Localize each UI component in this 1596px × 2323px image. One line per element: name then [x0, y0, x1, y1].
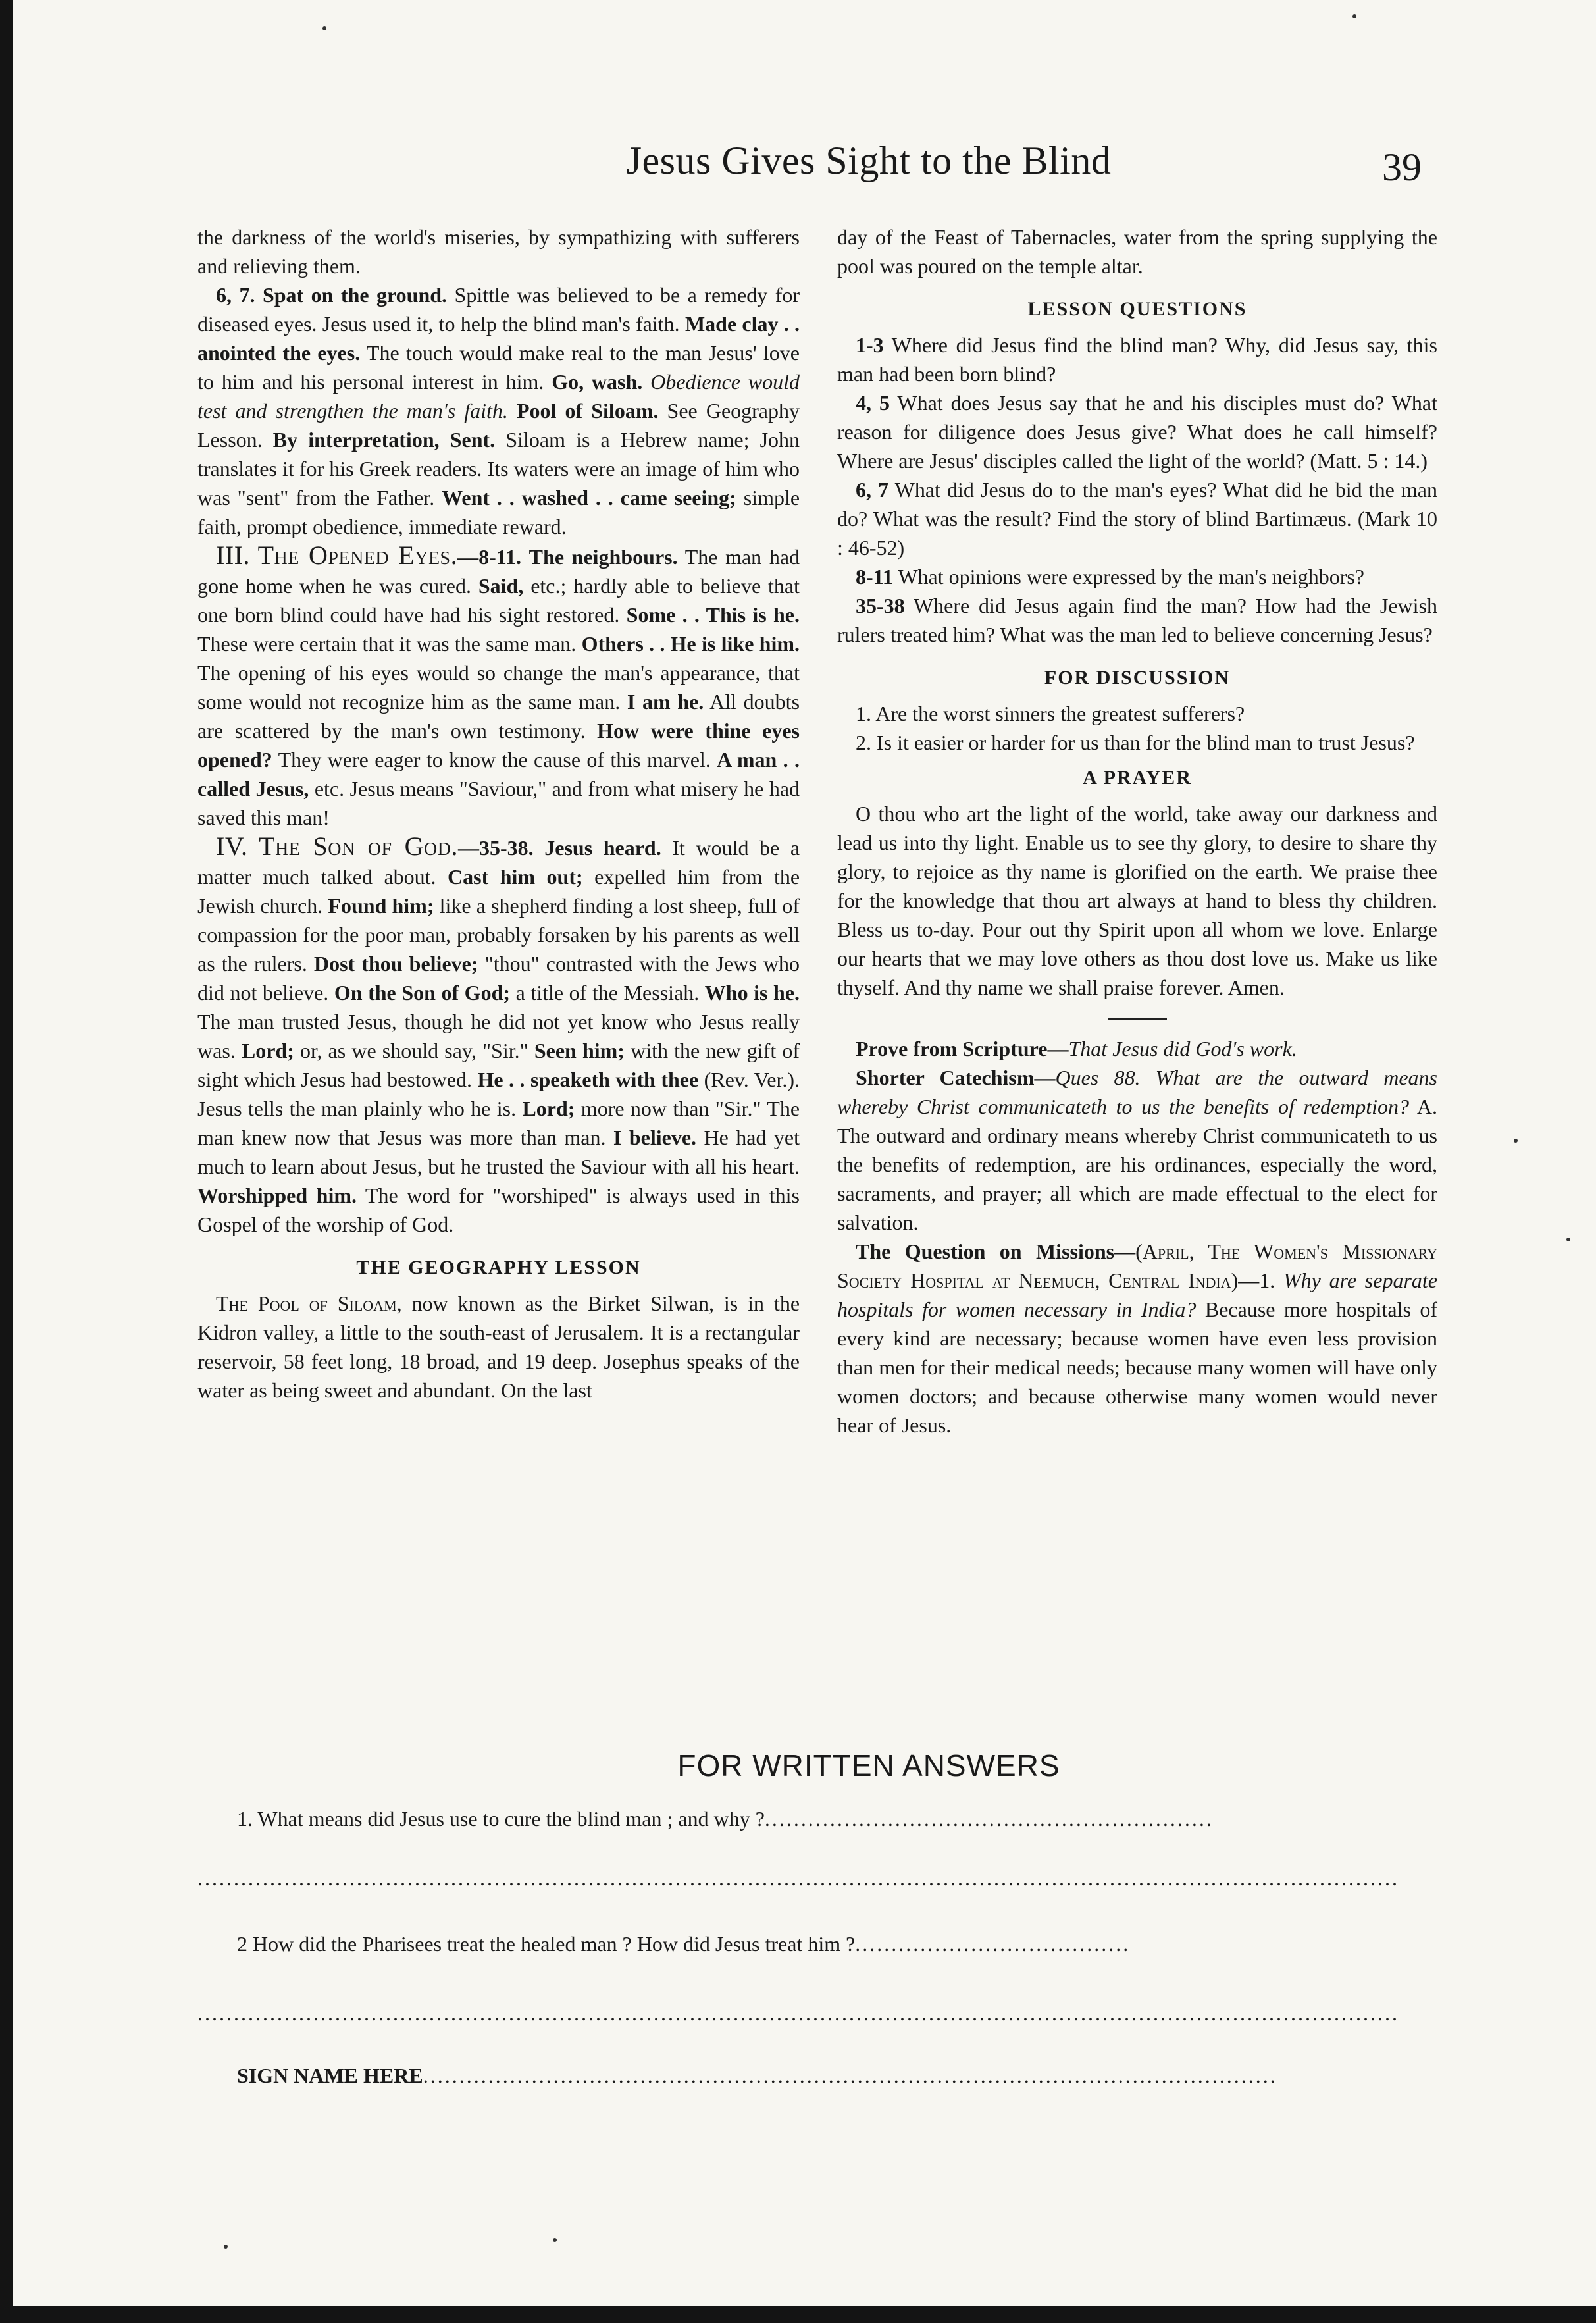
prayer-heading: A PRAYER	[1083, 767, 1192, 789]
sign-name-label: SIGN NAME HERE	[237, 2064, 423, 2087]
keyword: He . . speaketh with thee	[477, 1068, 699, 1091]
question-ref: 4, 5	[856, 391, 890, 415]
verse-ref: —35-38.	[457, 836, 534, 860]
commentary-text: The word for "worshiped" is always used in this Gospel of the worship of God.	[197, 1184, 800, 1236]
section-title: The Opened Eyes.	[257, 540, 458, 570]
missions-label: The Question on Missions—	[856, 1240, 1136, 1263]
keyword: By interpretation, Sent.	[272, 428, 496, 452]
verses-6-7-paragraph	[197, 280, 800, 541]
intro-paragraph	[197, 222, 800, 280]
keyword: Went . . washed . . came seeing;	[442, 486, 736, 509]
question-ref: 8-11	[856, 565, 893, 588]
missions-answer: Because more hospitals of every kind are necessary; because women have even less provision than men for their medical needs; because many women will have only women doctors; and because otherwise many women would never hear of Jesus.	[837, 1297, 1438, 1437]
written-answers-heading: FOR WRITTEN ANSWERS	[677, 1748, 1060, 1783]
keyword: Lord;	[241, 1039, 294, 1062]
discussion-heading: FOR DISCUSSION	[1044, 667, 1231, 689]
commentary-text: more now than "Sir." The man knew now that Jesus was more than man.	[197, 1097, 800, 1149]
keyword: Seen him;	[534, 1039, 625, 1062]
written-question-text: 2 How did the Pharisees treat the healed man ? How did Jesus treat him ?	[237, 1932, 856, 1956]
sign-name-line[interactable]	[237, 2064, 1435, 2088]
keyword: Found him;	[328, 894, 434, 918]
section-numeral: IV.	[216, 831, 248, 861]
answer-blank-line-2[interactable]: ......................................................................................................................................................................	[197, 2001, 1399, 2025]
commentary-text: Spittle was believed to be a remedy for diseased eyes. Jesus used it, to help the blind man's faith.	[197, 283, 800, 336]
commentary-text: a title of the Messiah.	[515, 981, 700, 1005]
keyword: A man . . called Jesus,	[197, 748, 800, 800]
commentary-text: The opening of his eyes would so change the man's appearance, that some would not recognize him as the same man.	[197, 661, 800, 714]
commentary-text: They were eager to know the cause of this marvel.	[278, 748, 711, 771]
commentary-text: The touch would make real to the man Jesus' love to him and his personal interest in him.	[197, 341, 800, 394]
section-numeral: III.	[216, 540, 250, 570]
keyword: I believe.	[613, 1126, 697, 1149]
question-ref: 35-38	[856, 594, 905, 617]
question-text: What does Jesus say that he and his disciples must do? What reason for diligence does Jesus give? What does he call himself? Where are Jesus' disciples called the light of the world? (Matt. 5 : 14.)	[837, 391, 1438, 473]
running-title: Jesus Gives Sight to the Blind	[626, 139, 1112, 182]
keyword: Dost thou believe;	[313, 952, 478, 976]
geography-lead: The Pool of Siloam,	[216, 1292, 402, 1315]
keyword: Pool of Siloam.	[516, 399, 659, 423]
question-ref: 6, 7	[856, 478, 889, 502]
keyword: Jesus heard.	[544, 836, 661, 860]
catechism-question: What are the outward means whereby Christ communicateth to us the benefits of redemption?	[837, 1066, 1438, 1118]
catechism-answer: A. The outward and ordinary means whereby Christ communicateth to us the benefits of redemption, are his ordinances, especially the word, sacraments, and prayer; all which are made effectual to the elect for salvation.	[837, 1095, 1437, 1234]
question-item	[837, 591, 1437, 649]
commentary-text: All doubts are scattered by the man's own testimony.	[197, 690, 800, 743]
commentary-text: etc.; hardly able to believe that one born blind could have had his sight restored.	[197, 574, 800, 627]
signature-dots: ......................................................................................................................	[423, 2064, 1277, 2087]
page-spine-edge	[0, 0, 13, 2323]
keyword: The neighbours.	[528, 545, 678, 569]
commentary-text: The man had gone home when he was cured.	[197, 545, 800, 598]
verse-ref: 6, 7.	[216, 283, 255, 307]
discussion-item: 1. Are the worst sinners the greatest sufferers?	[856, 702, 1245, 725]
keyword: Spat on the ground.	[262, 283, 448, 307]
catechism-label: Shorter Catechism—	[856, 1066, 1056, 1089]
lesson-questions-heading: LESSON QUESTIONS	[1027, 298, 1247, 320]
commentary-text: He had yet much to learn about Jesus, but he trusted the Saviour with all his heart.	[197, 1126, 800, 1178]
missions-question	[837, 1237, 1437, 1440]
keyword: Go, wash.	[552, 370, 643, 394]
section-title: The Son of God.	[259, 831, 458, 861]
answer-blank-line-1[interactable]: ......................................................................................................................................................................	[197, 1866, 1399, 1890]
commentary-text: These were certain that it was the same man.	[197, 632, 577, 656]
commentary-text: or, as we should say, "Sir."	[300, 1039, 528, 1062]
keyword: How were thine eyes opened?	[197, 719, 800, 771]
section-iii-paragraph	[197, 541, 800, 832]
written-question-2	[237, 1932, 1435, 1956]
geography-paragraph	[197, 1289, 800, 1405]
scan-speck	[1352, 14, 1356, 18]
question-text: What did Jesus do to the man's eyes? What did he bid the man do? What was the result? Find the story of blind Bartimæus. (Mark 10 : 46-52)	[837, 478, 1438, 560]
scan-speck	[1514, 1139, 1518, 1143]
question-item	[837, 475, 1437, 562]
missions-question-text: Why are separate hospitals for women necessary in India?	[837, 1268, 1438, 1321]
section-divider	[1108, 1018, 1167, 1020]
scan-speck	[553, 2238, 557, 2242]
question-ref: 1-3	[856, 333, 884, 357]
question-item	[837, 330, 1437, 388]
commentary-text: etc. Jesus means "Saviour," and from what misery he had saved this man!	[197, 777, 800, 829]
left-column	[197, 222, 800, 1405]
discussion-item: 2. Is it easier or harder for us than for the blind man to trust Jesus?	[856, 731, 1415, 754]
scan-speck	[1566, 1238, 1570, 1241]
question-item	[837, 562, 1437, 591]
keyword: Lord;	[522, 1097, 575, 1120]
keyword: Cast him out;	[448, 865, 583, 889]
commentary-text: The man trusted Jesus, though he did not yet know who Jesus really was.	[197, 1010, 800, 1062]
commentary-text: expelled him from the Jewish church.	[197, 865, 800, 918]
commentary-text: Siloam is a Hebrew name; John translates it for his Greek readers. Its waters were an image of him who was "sent" from the Father.	[197, 428, 800, 509]
prayer-text: O thou who art the light of the world, take away our darkness and lead us into thy light. Enable us to see thy glory, to desire to share thy glory, to rejoice as thy name is glorified on the earth. We praise thee for the knowledge that thou art always at hand to bless thy children. Bless us to-day. Pour out thy Spirit upon all whom we love. Enlarge our hearts that we may love others as thou dost love us. Make us like thyself. And thy name we shall praise forever. Amen.	[837, 802, 1437, 999]
answer-dots: ......................................	[855, 1932, 1131, 1956]
right-column	[837, 222, 1437, 1440]
commentary-text: Obedience would test and strengthen the man's faith.	[197, 370, 800, 423]
question-text: What opinions were expressed by the man's neighbors?	[898, 565, 1364, 588]
keyword: Made clay . . anointed the eyes.	[197, 312, 800, 365]
verse-ref: —8-11.	[457, 545, 522, 569]
commentary-text: like a shepherd finding a lost sheep, full of compassion for the poor man, probably forsaken by his parents as well as the rulers.	[197, 894, 800, 976]
scan-speck	[322, 26, 326, 30]
page-number: 39	[1382, 145, 1422, 189]
page-bottom-edge	[0, 2306, 1596, 2323]
keyword: Worshipped him.	[197, 1184, 357, 1207]
keyword: Others . . He is like him.	[581, 632, 800, 656]
keyword: I am he.	[627, 690, 704, 714]
shorter-catechism	[837, 1063, 1437, 1237]
written-question-text: 1. What means did Jesus use to cure the blind man ; and why ?	[237, 1807, 765, 1831]
section-iv-paragraph	[197, 832, 800, 1239]
geography-heading: THE GEOGRAPHY LESSON	[356, 1257, 641, 1278]
keyword: Who is he.	[704, 981, 800, 1005]
written-question-1	[237, 1807, 1435, 1831]
commentary-text: "thou" contrasted with the Jews who did not believe.	[197, 952, 800, 1005]
commentary-text: See Geography Lesson.	[197, 399, 800, 452]
commentary-text: simple faith, prompt obedience, immediate reward.	[197, 486, 800, 538]
keyword: Said,	[478, 574, 524, 598]
commentary-text: with the new gift of sight which Jesus had bestowed.	[197, 1039, 800, 1091]
geography-text: now known as the Birket Silwan, is in the Kidron valley, a little to the south-east of Jerusalem. It is a rectangular reservoir, 58 feet long, 18 broad, and 19 deep. Josephus speaks of the water as being sweet and abundant. On the last	[197, 1292, 800, 1402]
prove-text: That Jesus did God's work.	[1068, 1037, 1297, 1060]
keyword: On the Son of God;	[334, 981, 511, 1005]
intro-text: the darkness of the world's miseries, by sympathizing with sufferers and relieving them.	[197, 225, 800, 278]
commentary-text: It would be a matter much talked about.	[197, 836, 800, 889]
answer-dots: ..............................................................	[764, 1807, 1214, 1831]
question-text: Where did Jesus find the blind man? Why, did Jesus say, this man had been born blind?	[837, 333, 1438, 386]
prove-label: Prove from Scripture—	[856, 1037, 1069, 1060]
commentary-text: (Rev. Ver.). Jesus tells the man plainly who he is.	[197, 1068, 800, 1120]
prove-from-scripture	[837, 1034, 1437, 1063]
question-text: Where did Jesus again find the man? How had the Jewish rulers treated him? What was the man led to believe concerning Jesus?	[837, 594, 1438, 646]
keyword: Some . . This is he.	[626, 603, 800, 627]
missions-source: (April, The Women's Missionary Society Hospital at Neemuch, Central India)—1.	[837, 1240, 1437, 1292]
scan-speck	[224, 2245, 228, 2249]
catechism-number: Ques 88.	[1055, 1066, 1141, 1089]
geography-continuation: day of the Feast of Tabernacles, water from the spring supplying the pool was poured on the temple altar.	[837, 225, 1437, 278]
question-item	[837, 388, 1437, 475]
